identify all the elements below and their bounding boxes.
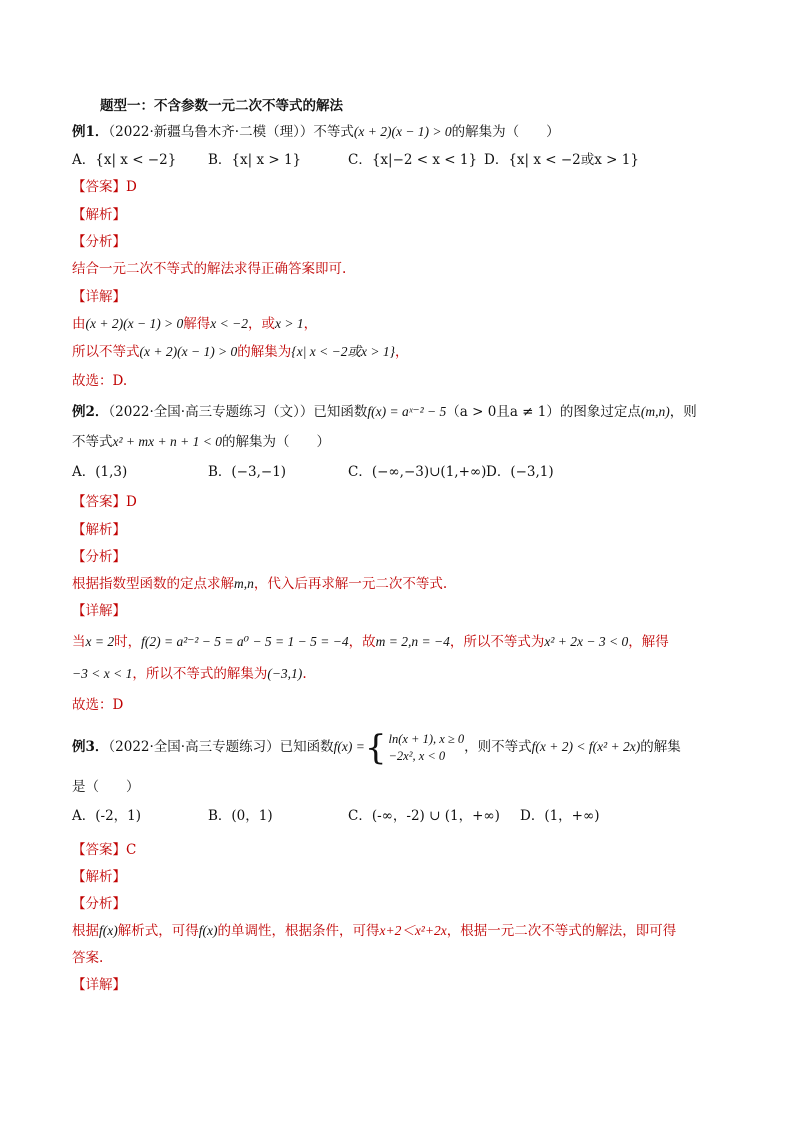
ex1-d1-d: ，或: [248, 316, 276, 332]
ex1-d2-b: 的解集为: [237, 344, 292, 360]
ex1-option-d[interactable]: D．{x| x < −2或x > 1}: [484, 152, 639, 168]
ex3-case1: ln(x + 1), x ≥ 0: [388, 731, 465, 746]
ex1-conclusion: 故选：D.: [72, 373, 128, 389]
ex2-option-d[interactable]: D．(−3,1): [486, 464, 554, 480]
ex1-d2-c: ，: [395, 344, 409, 360]
ex1-fenxi-text: 结合一元二次不等式的解法求得正确答案即可.: [72, 261, 347, 277]
ex3-fenxi-c: 的单调性，根据条件，可得: [217, 923, 380, 939]
ex2-conclusion: 故选：D: [72, 697, 124, 713]
ex2-num: 2．: [85, 404, 109, 420]
ex2-line2-a: 不等式: [72, 434, 113, 450]
ex3-fenxi-label: 【分析】: [72, 896, 126, 912]
ex2-d1-e: ，解得: [628, 634, 669, 650]
ex1-d2-expr: (x + 2)(x − 1) > 0: [139, 344, 238, 359]
ex3-fenxi-red: x+2＜x²+2x: [379, 923, 447, 938]
ex2-option-b[interactable]: B．(−3,−1): [208, 464, 287, 480]
ex1-d2-a: 所以不等式: [72, 344, 140, 360]
ex2-fenxi-a: 根据指数型函数的定点求解: [72, 576, 234, 592]
ex3-option-a[interactable]: A．(-2，1): [72, 808, 142, 824]
ex3-stem-end: 的解集: [640, 739, 681, 755]
ex3-analysis-label: 【解析】: [72, 869, 126, 885]
ex2-line2-expr: x² + mx + n + 1 < 0: [112, 434, 222, 449]
ex2-point: (m,n): [640, 404, 670, 419]
ex1-d1-f: ，: [303, 316, 318, 332]
ex1-option-b[interactable]: B．{x| x > 1}: [208, 152, 302, 168]
ex2-prefix: 例: [72, 404, 86, 420]
ex2-answer-value: D: [126, 494, 137, 510]
ex3-option-b[interactable]: B．(0，1): [208, 808, 273, 824]
ex2-d1-c: ，故: [348, 634, 376, 650]
ex2-func: f(x) = aˣ⁻² − 5: [367, 404, 447, 419]
ex3-option-c[interactable]: C．(-∞，-2) ∪ (1，+∞): [348, 808, 500, 824]
ex2-d1-calc: f(2) = a²⁻² − 5 = a⁰ − 5 = 1 − 5 = −4: [141, 634, 349, 649]
ex2-detail-line2: [72, 664, 307, 684]
ex3-source: （2022·全国·高三专题练习）已知函数: [108, 739, 334, 755]
ex1-d1-b: 解得: [183, 316, 211, 332]
ex3-num: 3．: [85, 739, 109, 755]
ex3-case2: −2x², x < 0: [388, 748, 446, 763]
ex2-fenxi-label: 【分析】: [72, 549, 126, 565]
ex3-fenxi-b: 解析式，可得: [117, 923, 199, 939]
ex3-detail-label: 【详解】: [72, 977, 126, 993]
answer-label: 【答案】: [72, 842, 126, 858]
ex2-detail-label: 【详解】: [72, 603, 126, 619]
ex1-expr: (x + 2)(x − 1) > 0: [353, 124, 452, 139]
ex1-d1-e: x > 1: [275, 316, 304, 331]
ex3-fenxi-line2: 答案.: [72, 950, 104, 966]
ex3-fenxi-text: [72, 921, 676, 941]
ex3-fenxi-fx1: f(x): [99, 923, 118, 938]
ex3-stem: [72, 727, 681, 767]
answer-label: 【答案】: [72, 494, 126, 510]
ex2-fenxi-text: [72, 574, 447, 594]
ex2-option-c[interactable]: C．(−∞,−3)∪(1,+∞): [348, 464, 487, 480]
ex1-d1-c: x < −2: [210, 316, 249, 331]
ex2-stem-end: ，则: [669, 404, 697, 420]
ex2-d1-mn: m = 2,n = −4: [375, 634, 450, 649]
ex3-ineq: f(x + 2) < f(x² + 2x): [531, 739, 641, 754]
ex3-answer-value: C: [126, 842, 137, 858]
ex2-d2-a: ，所以不等式的解集为: [132, 666, 268, 682]
ex2-fenxi-mn: m,n: [234, 576, 254, 591]
ex1-option-a[interactable]: A．{x| x < −2}: [72, 152, 177, 168]
ex2-fenxi-b: ，代入后再求解一元二次不等式.: [253, 576, 448, 592]
ex2-d1-a: 当: [72, 634, 86, 650]
ex2-source: （2022·全国·高三专题练习（文））已知函数: [108, 404, 368, 420]
ex3-fenxi-d: ，根据一元二次不等式的解法，即可得: [446, 923, 677, 939]
ex1-analysis-label: 【解析】: [72, 207, 126, 223]
ex2-d2-b: .: [302, 666, 307, 682]
brace-glyph: {: [364, 727, 387, 768]
ex1-answer-value: D: [126, 179, 137, 195]
ex2-cond: （a > 0且a ≠ 1）: [446, 404, 560, 420]
ex3-fenxi-fx2: f(x): [198, 923, 218, 938]
ex1-detail-line1: [72, 314, 317, 334]
ex1-d1-expr: (x + 2)(x − 1) > 0: [85, 316, 184, 331]
ex3-option-d[interactable]: D．(1，+∞): [520, 808, 600, 824]
ex3-piecewise: [364, 727, 465, 768]
section-title: 题型一：不含参数一元二次不等式的解法: [100, 98, 343, 114]
ex1-stem-end: 的解集为（ ）: [451, 124, 560, 140]
ex3-fenxi-a: 根据: [72, 923, 99, 939]
ex1-source: （2022·新疆乌鲁木齐·二模（理））不等式: [108, 124, 354, 140]
ex1-detail-label: 【详解】: [72, 289, 126, 305]
ex1-stem: [72, 122, 560, 142]
ex2-stem-line2: [72, 432, 330, 452]
ex1-prefix: 例: [72, 124, 86, 140]
ex1-detail-line2: [72, 342, 409, 362]
ex1-d2-set: {x| x < −2或x > 1}: [291, 344, 395, 359]
ex3-answer: [72, 840, 136, 860]
ex2-stem: [72, 402, 697, 422]
answer-label: 【答案】: [72, 179, 126, 195]
ex3-prefix: 例: [72, 739, 86, 755]
ex2-d1-d: ，所以不等式为: [449, 634, 545, 650]
ex3-stem-line2: 是（ ）: [72, 779, 140, 795]
ex3-fx: f(x) =: [333, 739, 365, 754]
ex1-fenxi-label: 【分析】: [72, 234, 126, 250]
ex2-d1-b: 时，: [114, 634, 142, 650]
ex3-stem-mid: ，则不等式: [464, 739, 532, 755]
ex1-answer: [72, 177, 137, 197]
ex1-num: 1．: [85, 124, 109, 140]
ex2-d2-set: (−3,1): [267, 666, 303, 681]
ex1-d1-a: 由: [72, 316, 86, 332]
ex2-d2-range: −3 < x < 1: [72, 666, 133, 681]
ex2-answer: [72, 492, 137, 512]
ex2-line2-b: 的解集为（ ）: [221, 434, 330, 450]
ex2-option-a[interactable]: A．(1,3): [72, 464, 128, 480]
ex1-option-c[interactable]: C．{x|−2 < x < 1}: [348, 152, 478, 168]
ex2-detail-line1: [72, 632, 669, 652]
ex2-stem-mid: 的图象过定点: [559, 404, 641, 420]
ex2-d1-x: x = 2: [85, 634, 115, 649]
ex2-d1-ineq: x² + 2x − 3 < 0: [544, 634, 629, 649]
ex2-analysis-label: 【解析】: [72, 522, 126, 538]
